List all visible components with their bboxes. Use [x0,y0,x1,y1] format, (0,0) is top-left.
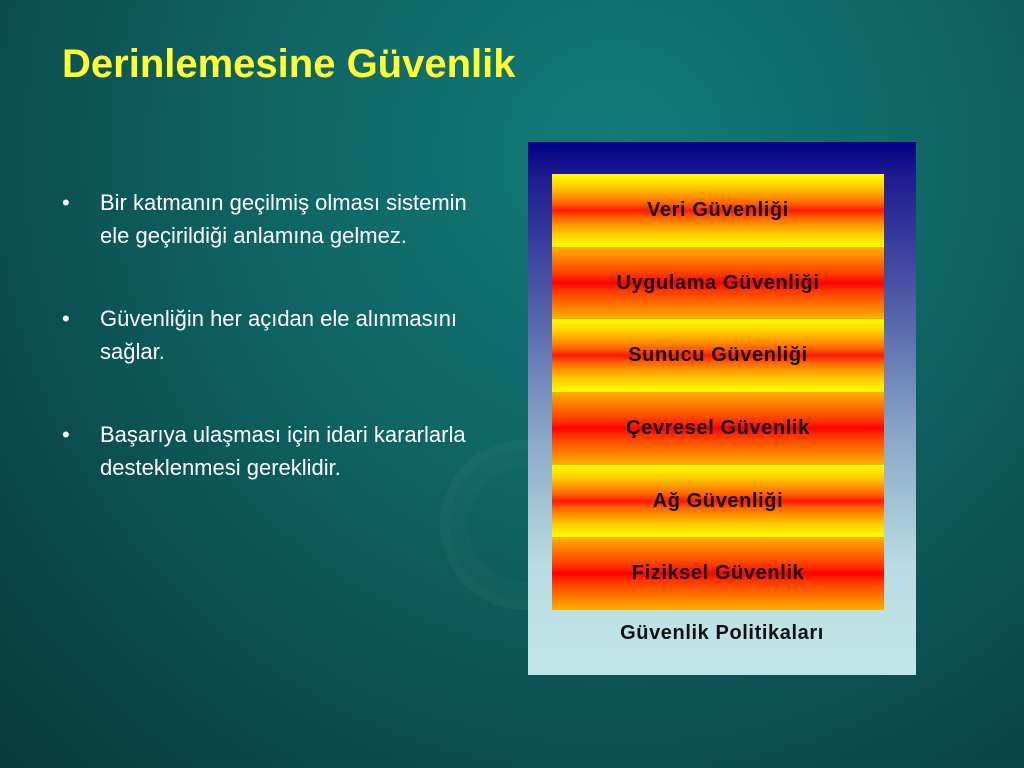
layer-server-security: Sunucu Güvenliği [552,319,884,392]
security-policies-label: Güvenlik Politikaları [620,622,824,644]
slide-title: Derinlemesine Güvenlik [62,42,516,86]
bullet-marker: • [62,190,70,215]
bullet-text: Güvenliğin her açıdan ele alınmasını sağlar. [100,306,458,364]
bullet-item [60,302,480,368]
bullet-marker: • [62,306,70,331]
bullet-list [60,186,480,534]
bullet-text: Başarıya ulaşması için idari kararlarla desteklenmesi gereklidir. [100,422,466,480]
bullet-item [60,186,480,252]
layer-environmental-security: Çevresel Güvenlik [552,392,884,465]
layer-physical-security: Fiziksel Güvenlik [552,537,884,610]
layer-application-security: Uygulama Güvenliği [552,247,884,320]
layer-data-security: Veri Güvenliği [552,174,884,247]
layer-network-security: Ağ Güvenliği [552,465,884,538]
bullet-text: Bir katmanın geçilmiş olması sistemin ele geçirildiği anlamına gelmez. [100,190,467,248]
defense-in-depth-diagram [528,142,916,675]
bullet-marker: • [62,422,70,447]
security-layer-stack [552,174,884,610]
bullet-item [60,418,480,484]
